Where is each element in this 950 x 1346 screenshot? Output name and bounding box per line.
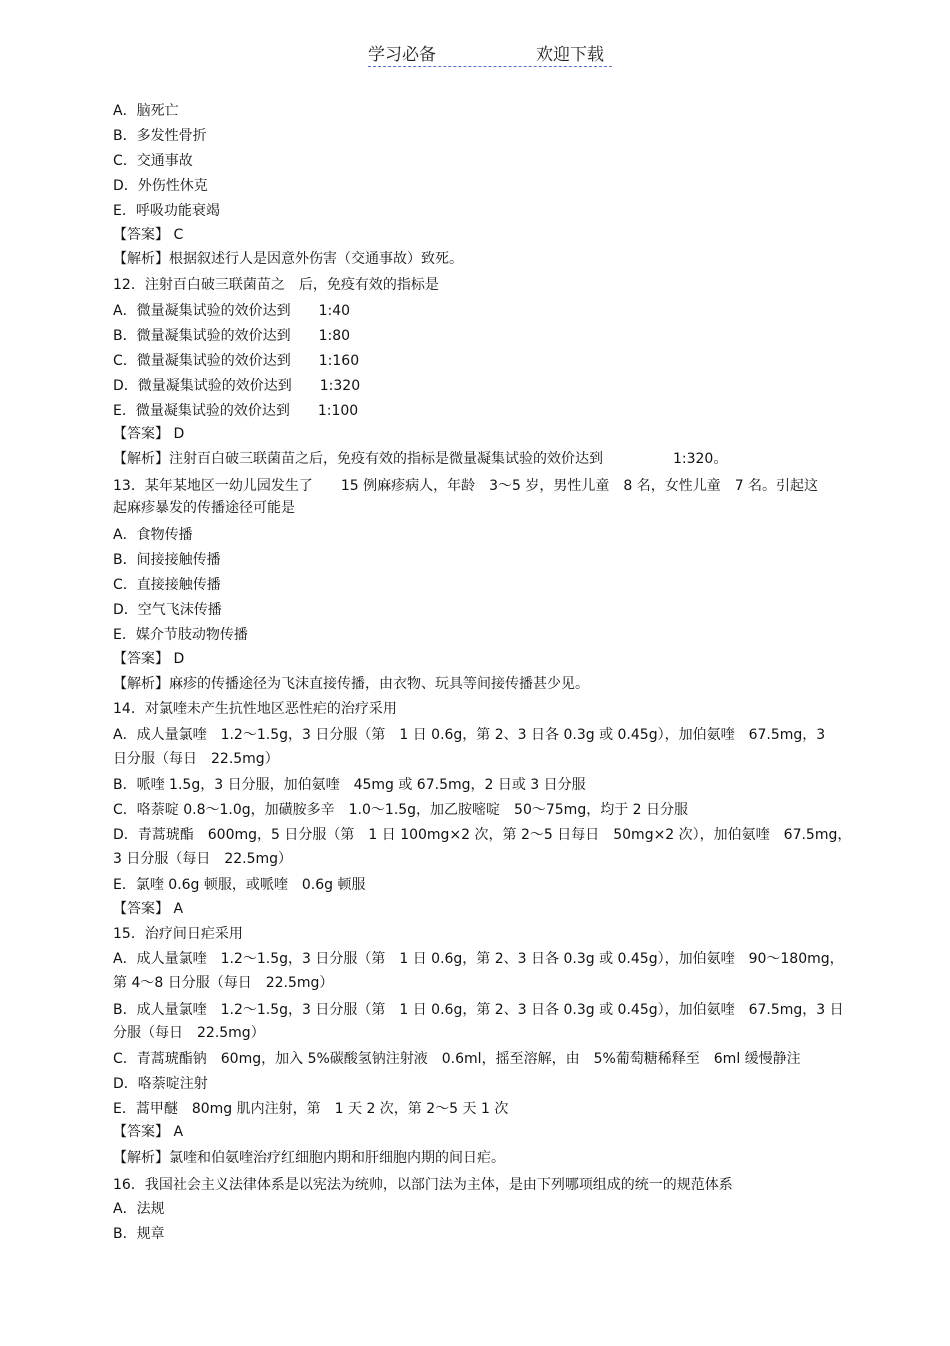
text-line: D．青蒿琥酯 600mg，5 日分服（第 1 日 100mg×2 次，第 2～5 日每日 50mg×2 次），加伯氨喹 67.5mg，: [113, 827, 852, 843]
text-line: 【答案】 A: [113, 901, 184, 917]
text-line: B．间接接触传播: [113, 552, 221, 568]
text-line: E．蒿甲醚 80mg 肌内注射，第 1 天 2 次，第 2～5 天 1 次: [113, 1101, 509, 1117]
text-line: C．微量凝集试验的效价达到 1:160: [113, 353, 360, 369]
text-line: 【解析】根据叙述行人是因意外伤害（交通事故）致死。: [113, 251, 463, 267]
text-line: A．法规: [113, 1201, 165, 1217]
text-line: 【解析】注射百白破三联菌苗之后，免疫有效的指标是微量凝集试验的效价达到 1:320。: [113, 451, 728, 467]
text-line: B．规章: [113, 1226, 165, 1242]
text-line: B．哌喹 1.5g，3 日分服，加伯氨喹 45mg 或 67.5mg，2 日或 3 日分服: [113, 777, 586, 793]
text-line: A．脑死亡: [113, 103, 179, 119]
text-line: B．成人量氯喹 1.2～1.5g，3 日分服（第 1 日 0.6g，第 2、3 日各 0.3g 或 0.45g），加伯氨喹 67.5mg，3 日: [113, 1002, 844, 1018]
header-left-text: 学习必备: [368, 45, 436, 65]
text-line: E．呼吸功能衰竭: [113, 203, 220, 219]
text-line: A．食物传播: [113, 527, 193, 543]
text-line: B．微量凝集试验的效价达到 1:80: [113, 328, 351, 344]
text-line: 分服（每日 22.5mg）: [113, 1025, 265, 1041]
text-line: C．直接接触传播: [113, 577, 221, 593]
text-line: C．青蒿琥酯钠 60mg，加入 5%碳酸氢钠注射液 0.6ml，摇至溶解，由 5%葡萄糖稀释至 6ml 缓慢静注: [113, 1051, 801, 1067]
text-line: 3 日分服（每日 22.5mg）: [113, 851, 293, 867]
text-line: 12．注射百白破三联菌苗之 后，免疫有效的指标是: [113, 277, 439, 293]
text-line: D．外伤性休克: [113, 178, 208, 194]
text-line: 【答案】 C: [113, 227, 184, 243]
text-line: 15．治疗间日疟采用: [113, 926, 243, 942]
text-line: 16．我国社会主义法律体系是以宪法为统帅，以部门法为主体，是由下列哪项组成的统一的规范体系: [113, 1177, 733, 1193]
text-line: A．成人量氯喹 1.2～1.5g，3 日分服（第 1 日 0.6g，第 2、3 日各 0.3g 或 0.45g），加伯氨喹 67.5mg，3: [113, 727, 826, 743]
text-line: C．交通事故: [113, 153, 193, 169]
text-line: 【答案】 D: [113, 651, 185, 667]
text-line: A．成人量氯喹 1.2～1.5g，3 日分服（第 1 日 0.6g，第 2、3 日各 0.3g 或 0.45g），加伯氨喹 90～180mg，: [113, 951, 844, 967]
text-line: 13．某年某地区一幼儿园发生了 15 例麻疹病人，年龄 3～5 岁，男性儿童 8 名，女性儿童 7 名。引起这: [113, 478, 819, 494]
text-line: E．氯喹 0.6g 顿服，或哌喹 0.6g 顿服: [113, 877, 366, 893]
text-line: B．多发性骨折: [113, 128, 207, 144]
text-line: D．微量凝集试验的效价达到 1:320: [113, 378, 361, 394]
text-line: A．微量凝集试验的效价达到 1:40: [113, 303, 351, 319]
text-line: D．空气飞沫传播: [113, 602, 222, 618]
text-line: 起麻疹暴发的传播途径可能是: [113, 500, 295, 516]
text-line: C．咯萘啶 0.8～1.0g，加磺胺多辛 1.0～1.5g，加乙胺嘧啶 50～75mg，均于 2 日分服: [113, 802, 689, 818]
text-line: D．咯萘啶注射: [113, 1076, 208, 1092]
text-line: 第 4～8 日分服（每日 22.5mg）: [113, 975, 334, 991]
text-line: 【解析】麻疹的传播途径为飞沫直接传播，由衣物、玩具等间接传播甚少见。: [113, 676, 589, 692]
text-line: E．媒介节肢动物传播: [113, 627, 248, 643]
text-line: 【答案】 A: [113, 1124, 184, 1140]
page-header: [368, 40, 612, 67]
text-line: 【解析】氯喹和伯氨喹治疗红细胞内期和肝细胞内期的间日疟。: [113, 1150, 505, 1166]
header-right-text: 欢迎下载: [536, 45, 604, 65]
text-line: 【答案】 D: [113, 426, 185, 442]
text-line: 14．对氯喹未产生抗性地区恶性疟的治疗采用: [113, 701, 397, 717]
text-line: E．微量凝集试验的效价达到 1:100: [113, 403, 359, 419]
text-line: 日分服（每日 22.5mg）: [113, 751, 279, 767]
